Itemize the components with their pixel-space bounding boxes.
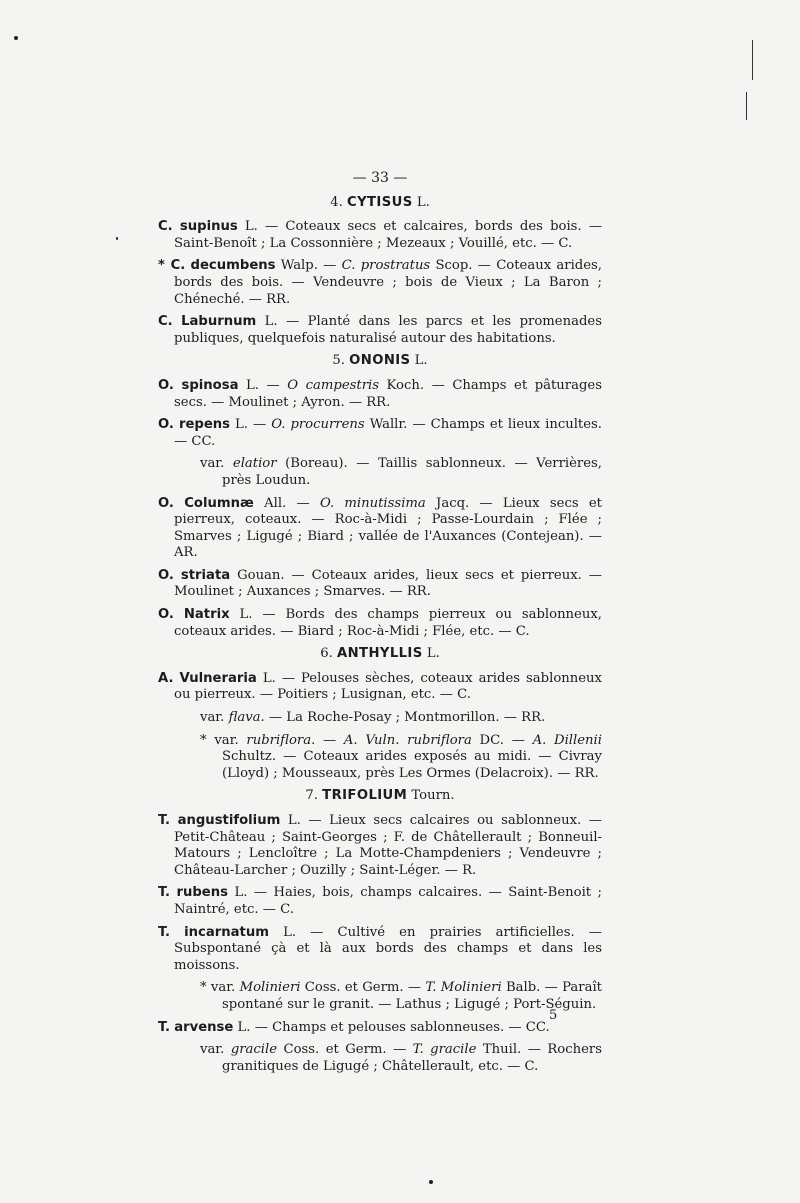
section-heading-trifolium xyxy=(158,788,602,805)
species-name: angustifolium xyxy=(177,813,281,828)
species-description: Wallr. — Champs et lieux incultes. — CC. xyxy=(174,417,602,449)
synonym: C. prostratus xyxy=(341,258,431,274)
genus-name: CYTISUS xyxy=(347,194,413,210)
page-content xyxy=(158,170,602,1081)
species-description: L. — Coteaux secs et calcaires, bords des bois. — Saint-Benoît ; La Cossonnière ; Mezeaux ; Vouillé, etc. — C. xyxy=(174,219,603,251)
species-name: supinus xyxy=(179,219,238,235)
ink-speck xyxy=(116,237,118,240)
margin-mark xyxy=(752,40,753,80)
species-entry-ononis-columnae xyxy=(158,496,602,562)
variety-entry-anthyllis-rubriflora xyxy=(158,733,602,783)
page-number: — 33 — xyxy=(352,170,408,186)
ink-speck xyxy=(14,36,18,40)
variety-name: Molinieri xyxy=(239,980,301,996)
synonym: T. gracile xyxy=(412,1042,477,1058)
species-name: incarnatum xyxy=(184,924,269,940)
variety-description: Schultz. — Coteaux arides exposés au midi. — Civray (Lloyd) ; Mousseaux, près Les Ormes (Delacroix). — RR. xyxy=(222,749,602,781)
section-number: 4. xyxy=(330,194,343,210)
variety-description: Thuil. — Rochers granitiques de Ligugé ; Châtellerault, etc. — C. xyxy=(222,1042,602,1074)
species-entry-anthyllis-vulneraria xyxy=(158,671,602,704)
species-entry-trifolium-rubens xyxy=(158,885,602,918)
species-entry-trifolium-angustifolium xyxy=(158,813,602,879)
genus-abbr: O. xyxy=(158,495,174,511)
section-heading-anthyllis xyxy=(158,646,602,663)
genus-abbr: T. xyxy=(158,924,171,940)
species-description: Gouan. — Coteaux arides, lieux secs et pierreux. — Moulinet ; Auxances ; Smarves. — RR. xyxy=(174,567,602,600)
synonym: O. procurrens xyxy=(271,417,365,433)
species-name: repens xyxy=(178,417,231,433)
genus-abbr: T. xyxy=(158,813,171,828)
species-entry-cytisus-decumbens xyxy=(158,258,602,308)
synonym: T. Molinieri xyxy=(425,980,502,996)
variety-name: flava. xyxy=(228,710,265,726)
variety-name: elatior xyxy=(232,456,277,472)
species-description: Walp. — xyxy=(280,258,342,274)
species-entry-ononis-repens xyxy=(158,417,602,450)
genus-name: ONONIS xyxy=(349,353,411,369)
section-number: 7. xyxy=(305,788,318,804)
species-description: Jacq. — Lieux secs et pierreux, coteaux. — Roc-à-Midi ; Passe-Lourdain ; Flée ; Smarves ; Ligugé ; Biard ; vallée de l'Auxances (Contejean). — AR. xyxy=(174,495,602,561)
genus-abbr: C. xyxy=(158,314,173,330)
genus-name: TRIFOLIUM xyxy=(322,788,408,804)
genus-author: L. xyxy=(426,646,440,662)
variety-description: DC. — xyxy=(471,732,533,748)
synonym: A. Dillenii xyxy=(532,732,602,748)
species-name: Natrix xyxy=(183,607,230,623)
variety-entry-ononis-elatior xyxy=(158,456,602,489)
variety-entry-anthyllis-flava xyxy=(158,710,602,727)
genus-abbr: O. xyxy=(158,417,174,433)
species-description: L. — Lieux secs calcaires ou sablonneux. — Petit-Château ; Saint-Georges ; F. de Châtellerault ; Bonneuil-Matours ; Lencloître ; La Motte-Champdeniers ; Vendeuvre ; Château-Larcher ; Ouzilly ; Saint-Léger. — R. xyxy=(174,813,602,878)
species-description: L. — Planté dans les parcs et les promenades publiques, quelquefois naturalisé autour des habitations. xyxy=(174,314,602,346)
variety-description: Coss. et Germ. — xyxy=(300,980,426,996)
species-description: All. — xyxy=(264,495,320,511)
variety-description: — xyxy=(315,732,344,748)
variety-prefix: var. xyxy=(200,710,229,726)
species-description: Scop. — Coteaux arides, bords des bois. — Vendeuvre ; bois de Vieux ; La Baron ; Chéneché. — RR. xyxy=(174,258,602,307)
variety-prefix: var. xyxy=(200,456,233,472)
genus-abbr: C. xyxy=(158,219,173,235)
species-entry-trifolium-arvense xyxy=(158,1020,602,1037)
genus-abbr: O. xyxy=(158,377,174,393)
variety-prefix: * var. xyxy=(200,980,240,996)
genus-abbr: O. xyxy=(158,607,174,623)
species-description: L. — Haies, bois, champs calcaires. — Saint-Benoit ; Naintré, etc. — C. xyxy=(174,885,602,917)
species-name: Columnæ xyxy=(184,495,254,511)
species-entry-ononis-striata xyxy=(158,568,602,601)
synonym: O. minutissima xyxy=(319,495,426,511)
variety-name: gracile xyxy=(230,1042,278,1058)
variety-name: rubriflora. xyxy=(246,732,316,748)
genus-abbr: A. xyxy=(158,670,174,686)
species-entry-ononis-spinosa xyxy=(158,378,602,411)
genus-author: Tourn. xyxy=(411,788,455,804)
genus-author: L. xyxy=(414,353,428,369)
species-description: L. — Cultivé en prairies artificielles. — Subspontané çà et là aux bords des champs et dans les moissons. xyxy=(174,924,602,973)
variety-prefix: var. xyxy=(200,1042,231,1058)
genus-abbr: T. xyxy=(158,1019,171,1035)
synonym: O campestris xyxy=(287,377,379,393)
variety-entry-trifolium-molinieri xyxy=(158,980,602,1013)
section-number: 5. xyxy=(332,353,345,369)
section-heading-ononis xyxy=(158,353,602,370)
species-description: L. — Champs et pelouses sablonneuses. — CC. xyxy=(237,1019,550,1035)
variety-description: (Boreau). — Taillis sablonneux. — Verrières, près Loudun. xyxy=(222,456,602,488)
species-description: L. — xyxy=(235,417,272,433)
species-description: L. — xyxy=(246,377,288,393)
species-entry-trifolium-incarnatum xyxy=(158,925,602,975)
species-name: Laburnum xyxy=(181,314,257,330)
species-entry-cytisus-supinus xyxy=(158,219,602,252)
section-number: 6. xyxy=(320,646,333,662)
variety-prefix: * var. xyxy=(200,732,247,748)
ink-speck xyxy=(429,1180,433,1184)
species-name: decumbens xyxy=(190,258,276,274)
genus-name: ANTHYLLIS xyxy=(337,646,423,662)
species-entry-cytisus-laburnum xyxy=(158,314,602,347)
section-heading-cytisus xyxy=(158,195,602,212)
species-description: L. — Bords des champs pierreux ou sablonneux, coteaux arides. — Biard ; Roc-à-Midi ; Flée, etc. — C. xyxy=(174,607,602,639)
species-name: spinosa xyxy=(181,377,239,393)
signature-mark: 5 xyxy=(549,1008,558,1023)
variety-entry-trifolium-gracile xyxy=(158,1042,602,1075)
genus-abbr: * C. xyxy=(158,258,186,274)
margin-mark xyxy=(746,92,747,120)
genus-author: L. xyxy=(416,194,430,210)
species-name: arvense xyxy=(174,1019,234,1035)
species-description: L. — Pelouses sèches, coteaux arides sablonneux ou pierreux. — Poitiers ; Lusignan, etc. — C. xyxy=(174,670,602,703)
genus-abbr: T. xyxy=(158,885,171,901)
variety-description: Balb. — Paraît spontané sur le granit. — Lathus ; Ligugé ; Port-Séguin. xyxy=(222,980,602,1012)
species-name: Vulneraria xyxy=(179,670,257,686)
species-name: striata xyxy=(180,567,231,583)
species-description: Koch. — Champs et pâturages secs. — Moulinet ; Ayron. — RR. xyxy=(174,377,602,410)
species-name: rubens xyxy=(176,885,228,901)
variety-description: Coss. et Germ. — xyxy=(277,1042,413,1058)
synonym: A. Vuln. rubriflora xyxy=(343,732,472,748)
species-entry-ononis-natrix xyxy=(158,607,602,640)
genus-abbr: O. xyxy=(158,567,174,583)
variety-description: — La Roche-Posay ; Montmorillon. — RR. xyxy=(264,710,546,726)
